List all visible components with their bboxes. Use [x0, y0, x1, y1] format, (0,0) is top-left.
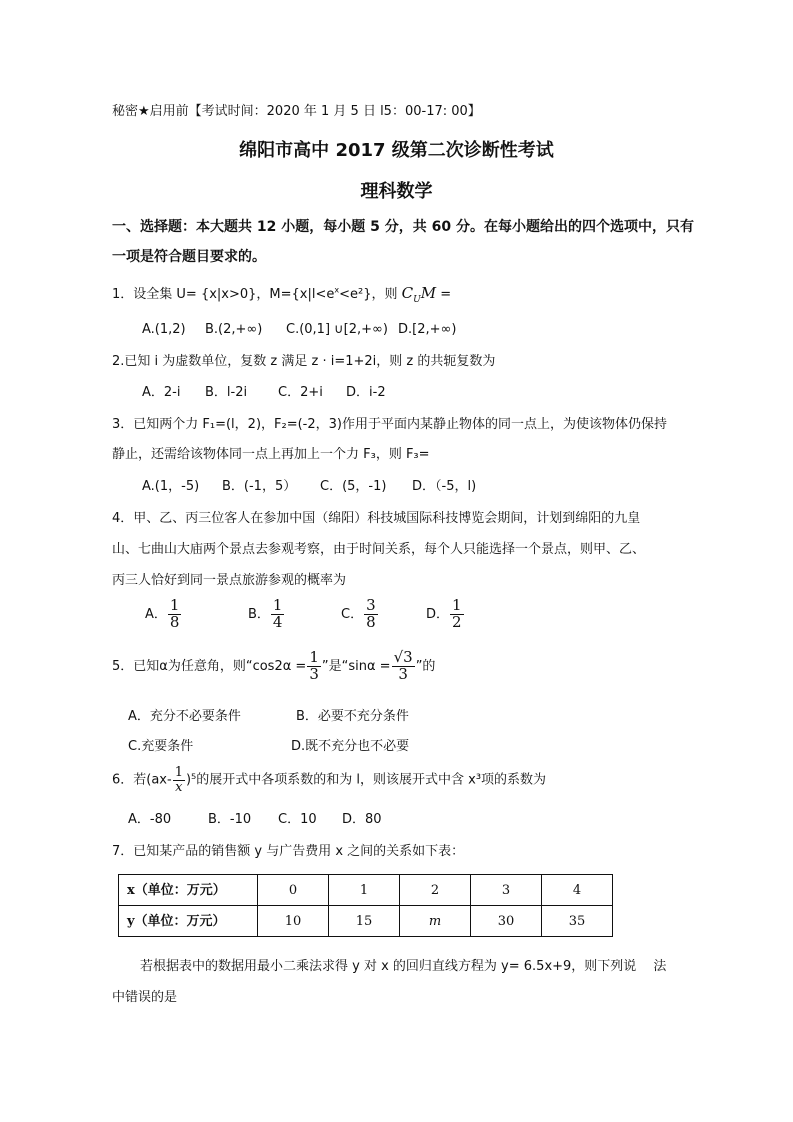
q2-option-a: A．2-i — [142, 385, 181, 400]
q1-option-c: C.(0,1] ∪[2,+∞) — [286, 322, 388, 337]
table-cell: 1 — [329, 875, 400, 906]
q4-b-fraction — [271, 598, 285, 631]
table-cell: 2 — [400, 875, 471, 906]
q4-a-den: 8 — [169, 612, 180, 631]
table-row1-label: x（单位：万元） — [119, 875, 258, 906]
question-4-line3: 丙三人恰好到同一景点旅游参观的概率为 — [112, 573, 347, 588]
table-row — [119, 906, 613, 937]
q1-cu-m: M — [420, 284, 437, 302]
q1-sup: x — [334, 285, 340, 295]
question-4-line2: 山、七曲山大庙两个景点去参观考察，由于时间关系，每个人只能选择一个景点，则甲、乙、 — [112, 542, 646, 557]
q5-option-b: B．必要不充分条件 — [296, 709, 409, 724]
q3-option-d: D．（-5，l) — [412, 479, 477, 494]
q2-option-c: C．2+i — [278, 385, 323, 400]
q5-f1-den: 3 — [309, 664, 319, 683]
q4-d-den: 2 — [452, 612, 462, 631]
q6-f-den: x — [175, 779, 183, 795]
q4-b-num: 1 — [272, 596, 283, 614]
table-cell: 0 — [258, 875, 329, 906]
q3-option-b: B．(-1，5） — [222, 479, 297, 494]
q1-option-d: D.[2,+∞) — [398, 322, 457, 337]
q5-f2-den: 3 — [398, 664, 408, 683]
section-heading-line1: 一、选择题：本大题共 12 小题，每小题 5 分，共 60 分。在每小题给出的四个选项中，只有 — [112, 219, 694, 235]
q3-option-c: C．(5，-1) — [320, 479, 387, 494]
question-5-stem — [112, 650, 435, 683]
q4-a-num: 1 — [169, 596, 180, 614]
q2-option-d: D．i-2 — [346, 385, 386, 400]
table-cell: 10 — [258, 906, 329, 937]
q4-c-label: C． — [341, 606, 364, 622]
q4-d-num: 1 — [452, 596, 462, 614]
q1-stem-text: 1．设全集 U= {x|x>0}，M={x|l<e — [112, 287, 335, 302]
q4-c-fraction — [364, 598, 378, 631]
q1-cu-sub: U — [413, 295, 421, 305]
table-cell: 3 — [471, 875, 542, 906]
q5-option-d: D.既不充分也不必要 — [291, 739, 410, 754]
table-row2-label: y（单位：万元） — [119, 906, 258, 937]
q4-a-label: A． — [145, 606, 167, 622]
q4-b-label: B． — [248, 606, 270, 622]
exam-subtitle: 理科数学 — [360, 181, 433, 202]
table-cell: m — [400, 906, 471, 937]
q1-complement — [401, 284, 437, 305]
q6-option-c: C．10 — [278, 812, 317, 827]
question-2-stem: 2.已知 i 为虚数单位，复数 z 满足 z · i=1+2i，则 z 的共轭复数为 — [112, 354, 496, 369]
question-6-stem — [112, 766, 546, 794]
q6-pre: 6．若(ax- — [112, 772, 172, 788]
q4-c-num: 3 — [366, 596, 376, 614]
q1-eq: = — [440, 287, 452, 302]
exam-title: 绵阳市高中 2017 级第二次诊断性考试 — [239, 140, 554, 161]
confidential-note: 秘密★启用前【考试时间：2020 年 1 月 5 日 l5：00-17: 00】 — [112, 104, 481, 119]
q4-c-den: 8 — [366, 612, 376, 631]
q5-post: ”的 — [415, 658, 436, 674]
q4-option-c — [341, 598, 379, 631]
question-3-line2: 静止，还需给该物体同一点上再加上一个力 F₃，则 F₃= — [112, 447, 430, 462]
q1-option-b: B.(2,+∞) — [205, 322, 263, 337]
q6-post: )⁵的展开式中各项系数的和为 l，则该展开式中含 x³项的系数为 — [185, 772, 547, 788]
table-cell: 35 — [542, 906, 613, 937]
q1-option-a: A.(1,2) — [142, 322, 186, 337]
table-cell: 30 — [471, 906, 542, 937]
q6-f-num: 1 — [174, 765, 183, 780]
q6-option-d: D．80 — [342, 812, 382, 827]
q5-f1-num: 1 — [309, 648, 319, 666]
question-7-after-line2: 中错误的是 — [112, 990, 178, 1005]
q5-option-a: A．充分不必要条件 — [128, 709, 241, 724]
question-1-stem — [112, 286, 451, 305]
q3-option-a: A.(1，-5) — [142, 479, 200, 494]
data-table — [118, 874, 613, 937]
q4-d-label: D． — [426, 606, 450, 622]
table-row — [119, 875, 613, 906]
q5-option-c: C.充要条件 — [128, 739, 194, 754]
q6-option-b: B．-10 — [208, 812, 252, 827]
q1-stem-tail: <e²}，则 — [339, 287, 398, 302]
table-cell: 4 — [542, 875, 613, 906]
q4-option-b — [248, 598, 285, 631]
question-3-line1: 3．已知两个力 F₁=(l，2)，F₂=(-2，3)作用于平面内某静止物体的同一点上，为使该物体仍保持 — [112, 417, 667, 432]
q5-mid: ”是“sinα = — [321, 658, 391, 674]
q6-option-a: A．-80 — [128, 812, 172, 827]
q4-option-d — [426, 598, 465, 631]
q2-option-b: B．l-2i — [205, 385, 248, 400]
q4-d-fraction — [450, 598, 464, 631]
table-cell: 15 — [329, 906, 400, 937]
question-7-after-line1: 若根据表中的数据用最小二乘法求得 y 对 x 的回归直线方程为 y= 6.5x+9，则下列说 法 — [140, 959, 667, 974]
question-4-line1: 4．甲、乙、丙三位客人在参加中国（绵阳）科技城国际科技博览会期间，计划到绵阳的九皇 — [112, 511, 641, 526]
q4-b-den: 4 — [272, 612, 283, 631]
q5-fraction-2 — [392, 650, 415, 683]
question-7-stem: 7．已知某产品的销售额 y 与广告费用 x 之间的关系如下表： — [112, 844, 465, 859]
q4-option-a — [145, 598, 182, 631]
q1-cu-c: C — [401, 284, 414, 302]
section-heading-line2: 一项是符合题目要求的。 — [112, 249, 266, 265]
q6-fraction — [173, 766, 185, 794]
q5-pre: 5．已知α为任意角，则“cos2α = — [112, 658, 307, 674]
q4-a-fraction — [168, 598, 182, 631]
q5-f2-num: √3 — [393, 648, 413, 666]
q5-fraction-1 — [307, 650, 321, 683]
